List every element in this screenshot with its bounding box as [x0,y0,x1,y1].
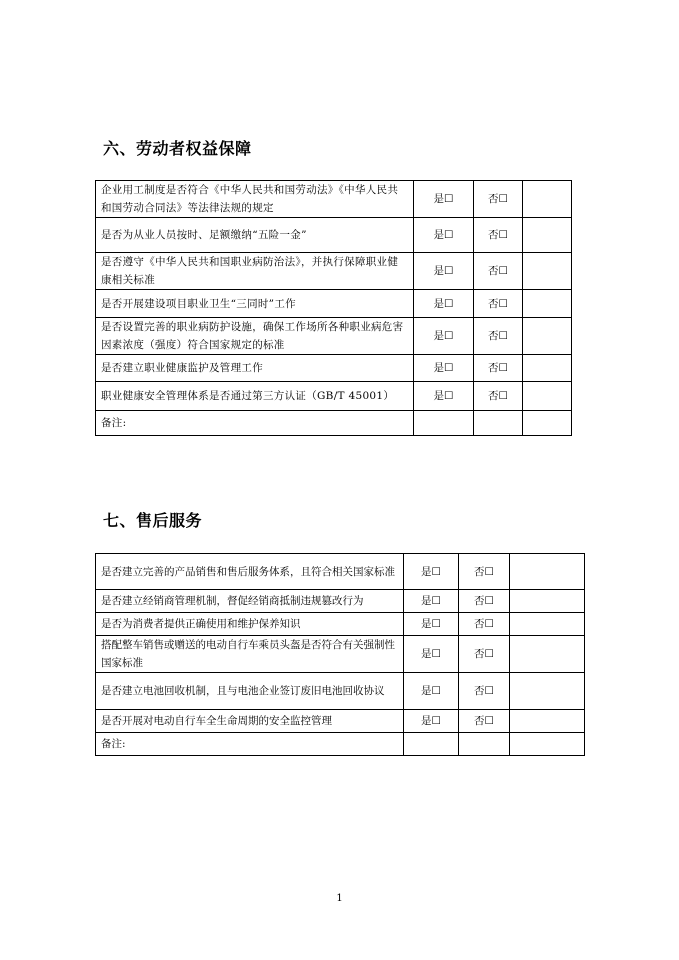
remark-cell[interactable] [414,411,474,436]
notes-cell[interactable] [523,355,572,382]
notes-cell[interactable] [510,673,585,710]
yes-checkbox[interactable]: 是☐ [414,290,474,318]
notes-cell[interactable] [523,253,572,290]
table-row [96,318,572,355]
section-title-after-sales: 七、售后服务 [103,511,203,530]
question-cell: 是否开展对电动自行车全生命周期的安全监控管理 [96,710,404,733]
table-row [96,290,572,318]
notes-cell[interactable] [523,181,572,218]
question-cell: 是否为从业人员按时、足额缴纳“五险一金” [96,218,414,253]
question-cell: 是否建立电池回收机制，且与电池企业签订废旧电池回收协议 [96,673,404,710]
question-cell: 企业用工制度是否符合《中华人民共和国劳动法》《中华人民共和国劳动合同法》等法律法规的规定 [96,181,414,218]
remark-cell[interactable] [523,411,572,436]
page-number: 1 [336,893,343,904]
notes-cell[interactable] [510,636,585,673]
question-cell: 是否开展建设项目职业卫生“三同时”工作 [96,290,414,318]
after-sales-checklist-table [95,553,585,756]
no-checkbox[interactable]: 否☐ [459,613,510,636]
table-row [96,382,572,411]
no-checkbox[interactable]: 否☐ [459,710,510,733]
yes-checkbox[interactable]: 是☐ [404,613,459,636]
question-cell: 是否遵守《中华人民共和国职业病防治法》，并执行保障职业健康相关标准 [96,253,414,290]
yes-checkbox[interactable]: 是☐ [414,355,474,382]
yes-checkbox[interactable]: 是☐ [404,554,459,590]
table-row [96,710,585,733]
no-checkbox[interactable]: 否☐ [459,673,510,710]
question-cell: 是否建立职业健康监护及管理工作 [96,355,414,382]
remark-cell[interactable] [474,411,523,436]
question-cell: 是否为消费者提供正确使用和维护保养知识 [96,613,404,636]
notes-cell[interactable] [510,710,585,733]
yes-checkbox[interactable]: 是☐ [414,218,474,253]
notes-cell[interactable] [523,218,572,253]
remark-row [96,733,585,756]
no-checkbox[interactable]: 否☐ [459,590,510,613]
labor-rights-checklist-table [95,180,572,436]
no-checkbox[interactable]: 否☐ [474,355,523,382]
table-row [96,673,585,710]
no-checkbox[interactable]: 否☐ [459,636,510,673]
remark-cell[interactable] [404,733,459,756]
yes-checkbox[interactable]: 是☐ [404,710,459,733]
question-cell: 搭配整车销售或赠送的电动自行车乘员头盔是否符合有关强制性国家标准 [96,636,404,673]
section-title-labor-rights: 六、劳动者权益保障 [103,139,252,158]
remark-cell[interactable] [459,733,510,756]
notes-cell[interactable] [510,613,585,636]
notes-cell[interactable] [510,590,585,613]
question-cell: 是否建立经销商管理机制，督促经销商抵制违规篡改行为 [96,590,404,613]
table-row [96,554,585,590]
table-row [96,181,572,218]
question-cell: 职业健康安全管理体系是否通过第三方认证（GB/T 45001） [96,382,414,411]
notes-cell[interactable] [523,290,572,318]
no-checkbox[interactable]: 否☐ [459,554,510,590]
notes-cell[interactable] [523,382,572,411]
notes-cell[interactable] [523,318,572,355]
table-row [96,218,572,253]
no-checkbox[interactable]: 否☐ [474,253,523,290]
yes-checkbox[interactable]: 是☐ [404,636,459,673]
yes-checkbox[interactable]: 是☐ [404,673,459,710]
yes-checkbox[interactable]: 是☐ [414,181,474,218]
remark-label: 备注: [96,733,404,756]
remark-label: 备注: [96,411,414,436]
no-checkbox[interactable]: 否☐ [474,318,523,355]
notes-cell[interactable] [510,554,585,590]
table-row [96,613,585,636]
table-row [96,253,572,290]
no-checkbox[interactable]: 否☐ [474,290,523,318]
no-checkbox[interactable]: 否☐ [474,218,523,253]
yes-checkbox[interactable]: 是☐ [414,318,474,355]
yes-checkbox[interactable]: 是☐ [414,253,474,290]
yes-checkbox[interactable]: 是☐ [404,590,459,613]
yes-checkbox[interactable]: 是☐ [414,382,474,411]
remark-row [96,411,572,436]
table-row [96,355,572,382]
question-cell: 是否设置完善的职业病防护设施，确保工作场所各种职业病危害因素浓度（强度）符合国家规定的标准 [96,318,414,355]
no-checkbox[interactable]: 否☐ [474,181,523,218]
remark-cell[interactable] [510,733,585,756]
table-row [96,636,585,673]
table-row [96,590,585,613]
question-cell: 是否建立完善的产品销售和售后服务体系，且符合相关国家标准 [96,554,404,590]
no-checkbox[interactable]: 否☐ [474,382,523,411]
